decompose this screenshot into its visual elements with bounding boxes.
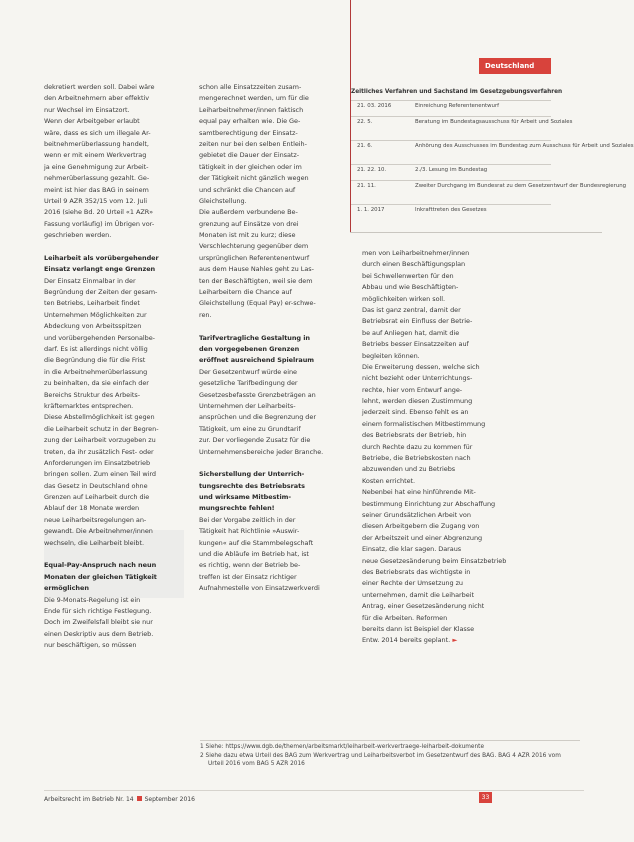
- text-line: und schränkt die Chancen auf: [199, 185, 296, 194]
- text-line: Das ist ganz zentral, damit der: [362, 305, 461, 314]
- text-line: einer Rechte der Umsetzung zu: [362, 579, 464, 588]
- text-line: Diese Abstellmöglichkeit ist gegen: [44, 413, 155, 422]
- text-line: einen Deskriptiv aus dem Betrieb.: [44, 629, 154, 638]
- text-line: Betriebsrat ein Einfluss der Betrie-: [362, 317, 473, 326]
- text-line: schon alle Einsatzzeiten zusam-: [199, 83, 302, 91]
- text-line: Abdeckung von Arbeitsspitzen: [44, 322, 142, 331]
- section-heading-line: den vorgegebenen Grenzen: [199, 344, 300, 353]
- text-line: Gleichstellung.: [199, 196, 247, 205]
- text-line: die Leiharbeit schutz in der Begren-: [44, 424, 159, 433]
- timeline-row: [351, 140, 634, 165]
- text-line: das Gesetz in Deutschland ohne: [44, 481, 148, 490]
- timeline-row: [351, 204, 551, 225]
- text-line: Gesetzesbefasste Grenzbeträgen an: [199, 390, 316, 399]
- timeline-date: 21. 03. 2016: [357, 103, 392, 109]
- page-number: 33: [479, 792, 492, 803]
- footnote: 2 Siehe dazu etwa Urteil des BAG zum Werkvertrag und Leiharbeitsverbot im Gesetzentwurf des BAG. BAG 4 AZR 2016 vom: [200, 752, 561, 759]
- text-line: durch Rechte dazu zu kommen für: [362, 442, 473, 451]
- info-box: [351, 56, 634, 224]
- text-line: Doch im Zweifelsfall bleibt sie nur: [44, 618, 153, 627]
- text-line: gebietet die Dauer der Einsatz-: [199, 151, 300, 160]
- timeline-event: Inkrafttreten des Gesetzes: [415, 207, 487, 213]
- text-column-3: [362, 248, 507, 647]
- text-line: [44, 549, 180, 560]
- text-line: Antrag, einer Gesetzesänderung nicht: [362, 602, 485, 611]
- text-line: Der Gesetzentwurf würde eine: [199, 367, 297, 376]
- text-line: Tätigkeit, um eine zu Grundtarif: [199, 424, 301, 433]
- text-line: aus dem Hause Nahles geht zu Las-: [199, 265, 314, 274]
- timeline-date: 1. 1. 2017: [357, 207, 385, 213]
- timeline-row: [351, 164, 551, 181]
- text-line: bestimmung Einrichtung zur Abschaffung: [362, 499, 496, 508]
- text-line: nehmerüberlassung gezahlt. Ge-: [44, 174, 150, 183]
- text-line: wäre, dass es sich um illegale Ar-: [44, 128, 151, 137]
- timeline-event: Zweiter Durchgang im Bundesrat zu dem Gesetzentwurf der Bundesregierung: [415, 183, 627, 189]
- text-line: möglichkeiten wirken soll.: [362, 294, 446, 303]
- text-line: 2016 (siehe Bd. 20 Urteil «1 AZR»: [44, 208, 154, 217]
- text-line: ten der Beschäftigten, weil sie dem: [199, 276, 313, 285]
- text-line: der Tätigkeit nicht gänzlich wegen: [199, 174, 309, 183]
- text-column-1: [44, 82, 180, 652]
- info-box-header: Deutschland: [479, 58, 551, 74]
- section-heading-line: und wirksame Mitbestim-: [199, 493, 292, 502]
- text-line: und die Abläufe im Betrieb hat, ist: [199, 550, 309, 559]
- text-line: Der Einsatz Einmalbar in der: [44, 276, 136, 285]
- section-heading-line: Leiharbeit als vorübergehender: [44, 253, 159, 262]
- text-line: Leiharbeitern die Chance auf: [199, 288, 292, 297]
- text-line: geschrieben werden.: [44, 231, 112, 240]
- footnote: Urteil 2016 vom BAG 5 AZR 2016: [208, 761, 305, 768]
- text-line: zu beinhalten, da sie einfach der: [44, 379, 149, 388]
- text-line: zeiten nur bei den selben Entleih-: [199, 139, 307, 148]
- text-line: Abbau und wie Beschäftigten-: [362, 283, 459, 292]
- timeline-event: Anhörung des Ausschusses im Bundestag zum Ausschuss für Arbeit und Soziales: [415, 143, 634, 149]
- text-line: Die Erweiterung dessen, welche sich: [362, 362, 480, 371]
- text-line: mengerechnet werden, um für die: [199, 94, 309, 103]
- text-line: es richtig, wenn der Betrieb be-: [199, 561, 301, 570]
- text-line: ja eine Genehmigung zur Arbeit-: [44, 162, 149, 171]
- text-line: Kosten errichtet.: [362, 476, 416, 485]
- text-line: Unternehmen Möglichkeiten zur: [44, 310, 147, 319]
- timeline-date: 22. 5.: [357, 119, 373, 125]
- text-line: be auf Anliegen hat, damit die: [362, 328, 460, 337]
- issue-date: September 2016: [144, 796, 195, 803]
- footnotes: [200, 743, 580, 781]
- text-line: beitnehmerüberlassung handelt,: [44, 139, 149, 148]
- text-line: neue Leiharbeitsregelungen an-: [44, 515, 147, 524]
- text-line: Bei der Vorgabe zeitlich in der: [199, 515, 296, 524]
- section-heading-line: Einsatz verlangt enge Grenzen: [44, 265, 156, 274]
- text-column-2: [199, 82, 343, 595]
- text-line: jederzeit sind. Ebenso fehlt es an: [362, 408, 469, 417]
- text-line: [44, 241, 180, 252]
- text-line: einem formalistischen Mitbestimmung: [362, 419, 486, 428]
- text-line: in die Arbeitnehmerüberlassung: [44, 367, 148, 376]
- text-line: Urteil 9 AZR 352/15 vom 12. Juli: [44, 196, 147, 205]
- section-heading-line: eröffnet ausreichend Spielraum: [199, 356, 314, 365]
- footer-divider: [44, 790, 584, 791]
- text-line: den Arbeitnehmern aber effektiv: [44, 94, 150, 103]
- text-line: Betriebe, die Betriebskosten nach: [362, 454, 471, 463]
- box-divider-horizontal: [350, 232, 602, 233]
- text-line: nur beschäftigen, so müssen: [44, 641, 137, 650]
- text-line: Grenzen auf Leiharbeit durch die: [44, 493, 150, 502]
- info-box-title: Zeitliches Verfahren und Sachstand im Gesetzgebungsverfahren: [351, 89, 563, 95]
- text-line: Bereichs Struktur des Arbeits-: [44, 390, 140, 399]
- text-line: Wenn der Arbeitgeber erlaubt: [44, 117, 140, 126]
- text-line: Leiharbeitnehmer/innen faktisch: [199, 105, 304, 114]
- timeline-event: Beratung im Bundestagsausschuss für Arbeit und Soziales: [415, 119, 573, 125]
- square-bullet-icon: [137, 796, 142, 801]
- text-line: die Begründung die für die Frist: [44, 356, 146, 365]
- section-heading-line: tungsrechte des Betriebsrats: [199, 481, 305, 490]
- text-line: für die Arbeiten. Reformen: [362, 613, 448, 622]
- text-line: samtberechtigung der Einsatz-: [199, 128, 298, 137]
- text-line: wechseln, die Leiharbeit bleibt.: [44, 538, 144, 547]
- text-line: begleiten können.: [362, 351, 420, 360]
- text-line: dekretiert werden soll. Dabei wäre: [44, 83, 155, 91]
- section-heading-line: ermöglichen: [44, 584, 89, 593]
- text-line: kungen« auf die Stammbelegschaft: [199, 538, 314, 547]
- text-line: Nebenbei hat eine hinführende Mit-: [362, 488, 476, 497]
- text-line: Aufnahmestelle von Einsatzwerkverdi: [199, 584, 320, 593]
- text-line: Ablauf der 18 Monate werden: [44, 504, 140, 513]
- text-line: meint ist hier das BAG in seinem: [44, 185, 149, 194]
- text-line: Begründung der Zeiten der gesam-: [44, 288, 158, 297]
- section-heading-line: Equal-Pay-Anspruch nach neun: [44, 561, 157, 570]
- timeline-row: [351, 180, 627, 205]
- text-line: men von Leiharbeitnehmer/innen: [362, 249, 470, 257]
- text-line: bei Schwellenwerten für den: [362, 271, 454, 280]
- text-line: der Arbeitszeit und einer Abgrenzung: [362, 533, 483, 542]
- text-line: gesetzliche Tarifbedingung der: [199, 379, 298, 388]
- text-line: unternehmen, damit die Leiharbeit: [362, 590, 474, 599]
- text-line: Die 9-Monats-Regelung ist ein: [44, 595, 141, 604]
- section-heading-line: Sicherstellung der Unterrich-: [199, 470, 305, 479]
- text-line: zung der Leiharbeit vorzugeben zu: [44, 436, 156, 445]
- journal-name: Arbeitsrecht im Betrieb Nr. 14: [44, 796, 134, 803]
- text-line: ursprünglichen Referentenentwurf: [199, 253, 310, 262]
- text-line: Unternehmensbereiche jeder Branche.: [199, 447, 324, 456]
- footnote: 1 Siehe: https://www.dgb.de/themen/arbeitsmarkt/leiharbeit-werkvertraege-leiharbeit-dokumente: [200, 744, 485, 750]
- continue-arrow-icon: ►: [450, 636, 458, 645]
- page-footer: [44, 796, 195, 803]
- text-line: nicht bezieht oder Unterrichtungs-: [362, 374, 473, 383]
- timeline-date: 21. 22. 10.: [357, 167, 387, 173]
- section-heading-line: Monaten der gleichen Tätigkeit: [44, 572, 157, 581]
- text-line: gewandt. Die Arbeitnehmer/innen: [44, 527, 153, 536]
- text-line: Ende für sich richtige Festlegung.: [44, 606, 152, 615]
- timeline-event: 2./3. Lesung im Bundestag: [415, 167, 488, 173]
- text-line: tätigkeit in der gleichen oder im: [199, 162, 302, 171]
- text-line: [199, 458, 343, 469]
- text-line: zur. Der vorliegende Zusatz für die: [199, 436, 311, 445]
- text-line: neue Gesetzesänderung beim Einsatzbetrieb: [362, 556, 507, 565]
- text-line: [199, 321, 343, 332]
- section-heading-line: Tarifvertragliche Gestaltung in: [199, 333, 310, 342]
- text-line: ten Betriebs, Leiharbeit findet: [44, 299, 140, 308]
- text-line: durch einen Beschäftigungsplan: [362, 260, 466, 269]
- text-line: Tätigkeit hat Richtlinie »Auswir-: [199, 527, 300, 536]
- text-line: Gleichstellung (Equal Pay) er-schwe-: [199, 299, 316, 308]
- text-line: und vorübergehenden Personalbe-: [44, 333, 155, 342]
- text-line: treffen ist der Einsatz richtiger: [199, 572, 297, 581]
- text-line: wenn er mit einem Werkvertrag: [44, 151, 147, 160]
- footnote-divider: [200, 740, 580, 741]
- text-line: diesen Arbeitgebern die Zugang von: [362, 522, 480, 531]
- text-line: nur Wechsel im Einsatzort.: [44, 105, 130, 114]
- text-line: ren.: [199, 310, 212, 319]
- text-line: treten, da ihr zusätzlich Fest- oder: [44, 447, 154, 456]
- text-line: seiner Grundsätzlichen Arbeit von: [362, 510, 471, 519]
- text-line: Entw. 2014 bereits geplant.: [362, 636, 451, 645]
- section-heading-line: mungsrechte fehlen!: [199, 504, 275, 513]
- text-line: abzuwenden und zu Betriebs: [362, 465, 456, 474]
- text-line: Unternehmen der Leiharbeits-: [199, 401, 296, 410]
- text-line: Die außerdem verbundene Be-: [199, 208, 298, 217]
- text-line: Einsatz, die klar sagen. Daraus: [362, 545, 462, 554]
- text-line: Monaten ist mit zu kurz; diese: [199, 231, 296, 240]
- text-line: des Betriebsrats der Betrieb, hin: [362, 431, 467, 440]
- timeline-date: 21. 6.: [357, 143, 373, 149]
- text-line: grenzung auf Einsätze von drei: [199, 219, 299, 228]
- timeline-date: 21. 11.: [357, 183, 376, 189]
- text-line: equal pay erhalten wie. Die Ge-: [199, 117, 301, 126]
- text-line: des Betriebsrats das wichtigste in: [362, 567, 471, 576]
- timeline-row: [351, 100, 551, 117]
- text-line: bereits dann ist Beispiel der Klasse: [362, 624, 475, 633]
- timeline-row: [351, 116, 573, 141]
- text-line: Betriebs besser Einsatzzeiten auf: [362, 340, 469, 349]
- text-line: Verschlechterung gegenüber dem: [199, 242, 309, 251]
- text-line: ansprüchen und die Begrenzung der: [199, 413, 316, 422]
- text-line: kräftemarktes entsprechen.: [44, 401, 134, 410]
- text-line: rechte, hier vom Entwurf ange-: [362, 385, 463, 394]
- timeline-event: Einreichung Referentenentwurf: [415, 103, 500, 109]
- text-line: Fassung vorläufig) im Übrigen vor-: [44, 219, 155, 228]
- text-line: darf. Es ist allerdings nicht völlig: [44, 344, 148, 353]
- text-line: bringen sollen. Zum einen Teil wird: [44, 470, 156, 479]
- text-line: Anforderungen im Einsatzbetrieb: [44, 458, 151, 467]
- text-line: lehnt, werden diesen Zustimmung: [362, 397, 473, 406]
